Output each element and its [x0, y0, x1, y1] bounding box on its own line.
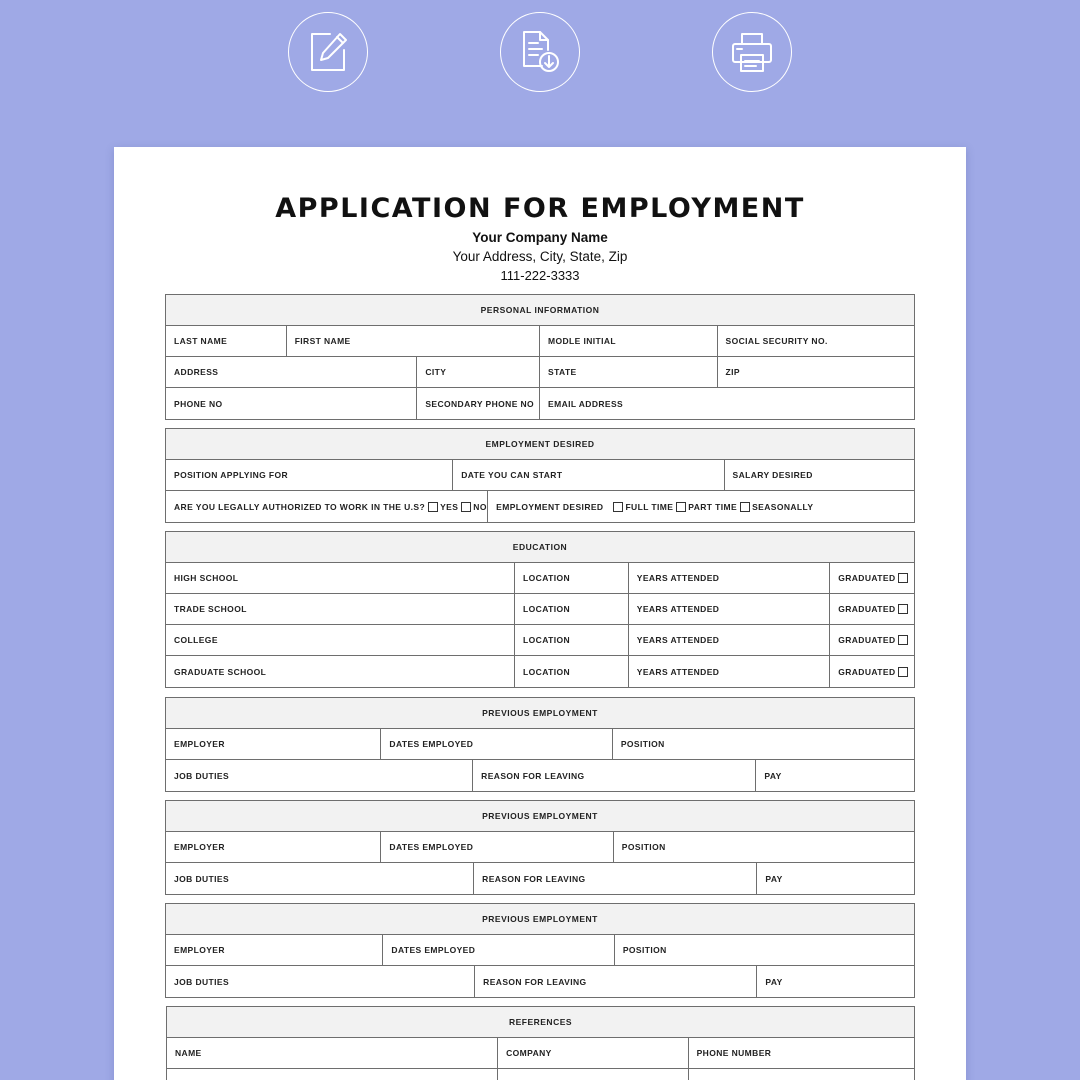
job-duties-field[interactable]: JOB DUTIES	[166, 966, 475, 997]
education-row	[166, 625, 914, 656]
position-field[interactable]: POSITION	[621, 842, 666, 852]
section-heading: PREVIOUS EMPLOYMENT	[166, 904, 914, 935]
graduated-field	[830, 625, 914, 655]
graduated-checkbox[interactable]	[898, 667, 908, 677]
state-field[interactable]: STATE	[540, 357, 718, 387]
reason-for-leaving-field[interactable]: REASON FOR LEAVING	[473, 760, 756, 791]
edit-document-icon	[304, 28, 352, 76]
yes-checkbox[interactable]	[428, 502, 438, 512]
yes-label: YES	[440, 501, 459, 512]
education-row	[166, 656, 914, 687]
references-section	[166, 1006, 915, 1080]
work-authorization-field	[166, 491, 488, 522]
reference-name-field[interactable]: NAME	[167, 1038, 498, 1068]
form-row	[166, 326, 914, 357]
graduated-field	[830, 563, 914, 593]
phone-field[interactable]: PHONE NO	[166, 388, 417, 419]
employer-field[interactable]: EMPLOYER	[166, 832, 381, 862]
section-heading: EDUCATION	[166, 532, 914, 563]
school-field[interactable]: COLLEGE	[166, 625, 515, 655]
graduated-label: GRADUATED	[838, 604, 896, 614]
reference-company-field[interactable]: COMPANY	[498, 1038, 689, 1068]
form-row	[166, 760, 914, 791]
previous-employment-section	[165, 903, 915, 998]
form-row	[166, 832, 914, 863]
personal-information-section	[165, 294, 915, 420]
no-checkbox[interactable]	[461, 502, 471, 512]
middle-initial-field[interactable]: MODLE INITIAL	[540, 326, 718, 356]
pay-field[interactable]: PAY	[765, 873, 783, 884]
section-heading: REFERENCES	[167, 1007, 914, 1038]
years-attended-field[interactable]: YEARS ATTENDED	[629, 594, 830, 624]
reference-company-field[interactable]	[498, 1069, 689, 1080]
school-field[interactable]: GRADUATE SCHOOL	[166, 656, 515, 687]
part-time-label: PART TIME	[688, 501, 738, 512]
edit-button[interactable]	[288, 12, 368, 92]
form-row	[166, 388, 914, 419]
graduated-label: GRADUATED	[838, 666, 896, 677]
reference-name-field[interactable]	[167, 1069, 498, 1080]
full-time-checkbox[interactable]	[613, 502, 623, 512]
previous-employment-section	[165, 697, 915, 792]
form-row	[166, 863, 914, 894]
part-time-checkbox[interactable]	[676, 502, 686, 512]
graduated-checkbox[interactable]	[898, 573, 908, 583]
reason-for-leaving-field[interactable]: REASON FOR LEAVING	[475, 966, 757, 997]
form-row	[166, 935, 914, 966]
previous-employment-section	[165, 800, 915, 895]
school-field[interactable]: HIGH SCHOOL	[166, 563, 515, 593]
location-field[interactable]: LOCATION	[515, 563, 629, 593]
authorization-question: ARE YOU LEGALLY AUTHORIZED TO WORK IN THE U.S?	[174, 501, 426, 512]
pay-field[interactable]: PAY	[765, 976, 783, 987]
employment-type-field	[488, 491, 914, 522]
seasonally-label: SEASONALLY	[752, 501, 814, 512]
zip-field[interactable]: ZIP	[725, 367, 740, 377]
job-duties-field[interactable]: JOB DUTIES	[166, 863, 474, 894]
seasonally-checkbox[interactable]	[740, 502, 750, 512]
graduated-label: GRADUATED	[838, 573, 896, 583]
address-field[interactable]: ADDRESS	[166, 357, 417, 387]
years-attended-field[interactable]: YEARS ATTENDED	[629, 563, 830, 593]
printer-icon	[728, 28, 776, 76]
reference-phone-field[interactable]	[689, 1069, 914, 1080]
graduated-label: GRADUATED	[838, 635, 896, 645]
full-time-label: FULL TIME	[625, 501, 674, 512]
graduated-checkbox[interactable]	[898, 604, 908, 614]
document-title: APPLICATION FOR EMPLOYMENT	[275, 193, 805, 224]
location-field[interactable]: LOCATION	[515, 656, 629, 687]
form-row	[167, 1038, 914, 1069]
section-heading: EMPLOYMENT DESIRED	[166, 429, 914, 460]
pay-field[interactable]: PAY	[764, 770, 782, 781]
graduated-checkbox[interactable]	[898, 635, 908, 645]
position-field[interactable]: POSITION	[622, 945, 667, 955]
download-button[interactable]	[500, 12, 580, 92]
education-row	[166, 563, 914, 594]
section-heading: PREVIOUS EMPLOYMENT	[166, 698, 914, 729]
location-field[interactable]: LOCATION	[515, 594, 629, 624]
application-form-page	[114, 147, 966, 1080]
no-label: NO	[473, 501, 487, 512]
school-field[interactable]: TRADE SCHOOL	[166, 594, 515, 624]
form-row	[166, 357, 914, 388]
company-phone: 111-222-3333	[500, 268, 580, 283]
employer-field[interactable]: EMPLOYER	[166, 729, 381, 759]
dates-employed-field[interactable]: DATES EMPLOYED	[383, 935, 614, 965]
form-row	[166, 491, 914, 522]
position-applying-field[interactable]: POSITION APPLYING FOR	[166, 460, 453, 490]
action-icons-row	[0, 12, 1080, 92]
employer-field[interactable]: EMPLOYER	[166, 935, 383, 965]
city-field[interactable]: CITY	[417, 357, 540, 387]
company-address: Your Address, City, State, Zip	[452, 249, 628, 264]
graduated-field	[830, 594, 914, 624]
start-date-field[interactable]: DATE YOU CAN START	[453, 460, 724, 490]
form-row	[166, 966, 914, 997]
education-row	[166, 594, 914, 625]
reason-for-leaving-field[interactable]: REASON FOR LEAVING	[474, 863, 757, 894]
location-field[interactable]: LOCATION	[515, 625, 629, 655]
position-field[interactable]: POSITION	[620, 739, 665, 749]
job-duties-field[interactable]: JOB DUTIES	[166, 760, 473, 791]
reference-phone-field[interactable]: PHONE NUMBER	[696, 1048, 772, 1058]
education-section	[165, 531, 915, 688]
form-row	[166, 460, 914, 491]
section-heading: PREVIOUS EMPLOYMENT	[166, 801, 914, 832]
print-button[interactable]	[712, 12, 792, 92]
company-name: Your Company Name	[472, 230, 608, 245]
employment-type-label: EMPLOYMENT DESIRED	[496, 501, 604, 512]
graduated-field	[830, 656, 914, 687]
first-name-field[interactable]: FIRST NAME	[287, 326, 540, 356]
form-row	[167, 1069, 914, 1080]
dates-employed-field[interactable]: DATES EMPLOYED	[381, 729, 612, 759]
employment-desired-section	[165, 428, 915, 523]
email-field[interactable]: EMAIL ADDRESS	[548, 398, 624, 409]
last-name-field[interactable]: LAST NAME	[166, 326, 287, 356]
years-attended-field[interactable]: YEARS ATTENDED	[629, 656, 830, 687]
form-row	[166, 729, 914, 760]
dates-employed-field[interactable]: DATES EMPLOYED	[381, 832, 613, 862]
download-document-icon	[516, 28, 564, 76]
secondary-phone-field[interactable]: SECONDARY PHONE NO	[417, 388, 540, 419]
years-attended-field[interactable]: YEARS ATTENDED	[629, 625, 830, 655]
ssn-field[interactable]: SOCIAL SECURITY NO.	[725, 336, 828, 346]
section-heading: PERSONAL INFORMATION	[166, 295, 914, 326]
salary-desired-field[interactable]: SALARY DESIRED	[732, 470, 813, 480]
